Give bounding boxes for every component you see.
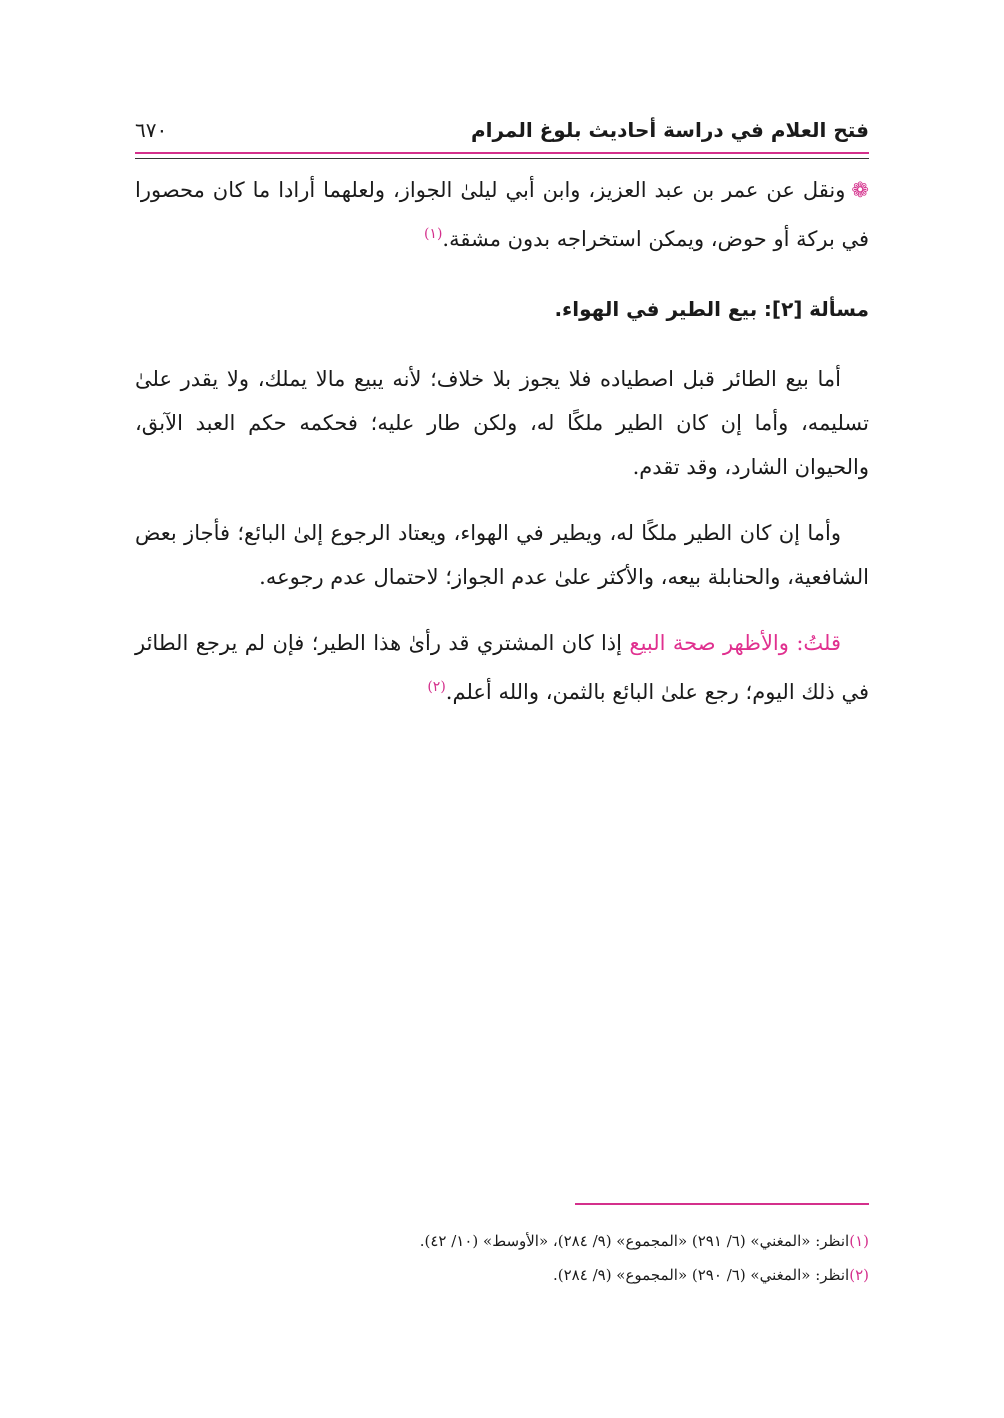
paragraph-4-text: إذا كان المشتري قد رأىٰ هذا الطير؛ فإن لم يرجع الطائر في ذلك اليوم؛ رجع علىٰ البائع بالثمن، والله أعلم. xyxy=(135,631,869,704)
footnote-2-text: انظر: «المغني» (٦/ ٢٩٠) «المجموع» (٩/ ٢٨٤). xyxy=(553,1266,850,1284)
footnote-2 xyxy=(135,1258,869,1292)
header-rule-dark xyxy=(135,158,869,159)
book-title: فتح العلام في دراسة أحاديث بلوغ المرام xyxy=(470,118,869,142)
footnote-1-text: انظر: «المغني» (٦/ ٢٩١) «المجموع» (٩/ ٢٨٤)، «الأوسط» (١٠/ ٤٢). xyxy=(419,1232,850,1250)
running-header xyxy=(135,112,869,148)
main-text xyxy=(135,168,869,736)
paragraph-4 xyxy=(135,621,869,714)
paragraph-3: وأما إن كان الطير ملكًا له، ويطير في الهواء، ويعتاد الرجوع إلىٰ البائع؛ فأجاز بعض الشافعية، والحنابلة بيعه، والأكثر علىٰ عدم الجواز؛ لاحتمال عدم رجوعه. xyxy=(135,521,869,589)
footnotes xyxy=(135,1224,869,1292)
heading-text: بيع الطير في الهواء. xyxy=(554,297,758,321)
footnote-1 xyxy=(135,1224,869,1258)
footnote-2-number: (٢) xyxy=(849,1266,869,1284)
paragraph-1-text: ونقل عن عمر بن عبد العزيز، وابن أبي ليلىٰ الجواز، ولعلهما أرادا ما كان محصورا في بركة أو حوض، ويمكن استخراجه بدون مشقة. xyxy=(135,178,869,251)
header-rule-pink xyxy=(135,152,869,154)
footnote-ref-1: (١) xyxy=(423,226,443,242)
flower-ornament-icon: ❁ xyxy=(851,178,869,202)
heading-prefix: مسألة xyxy=(809,297,869,321)
paragraph-2: أما بيع الطائر قبل اصطياده فلا يجوز بلا خلاف؛ لأنه يبيع مالا يملك، ولا يقدر علىٰ تسليمه، وأما إن كان الطير ملكًا له، ولكن طار عليه؛ فحكمه حكم العبد الآبق، والحيوان الشارد، وقد تقدم. xyxy=(135,367,869,479)
footnote-ref-2: (٢) xyxy=(427,679,446,695)
footnote-separator xyxy=(575,1203,869,1205)
heading-number: [٢]: xyxy=(763,297,803,321)
footnote-1-number: (١) xyxy=(849,1232,869,1250)
page-number: ٦٧٠ xyxy=(135,118,168,142)
paragraph-1 xyxy=(135,168,869,261)
paragraph-4-highlight: قلتُ: والأظهر صحة البيع xyxy=(629,631,842,655)
section-heading xyxy=(135,287,869,331)
